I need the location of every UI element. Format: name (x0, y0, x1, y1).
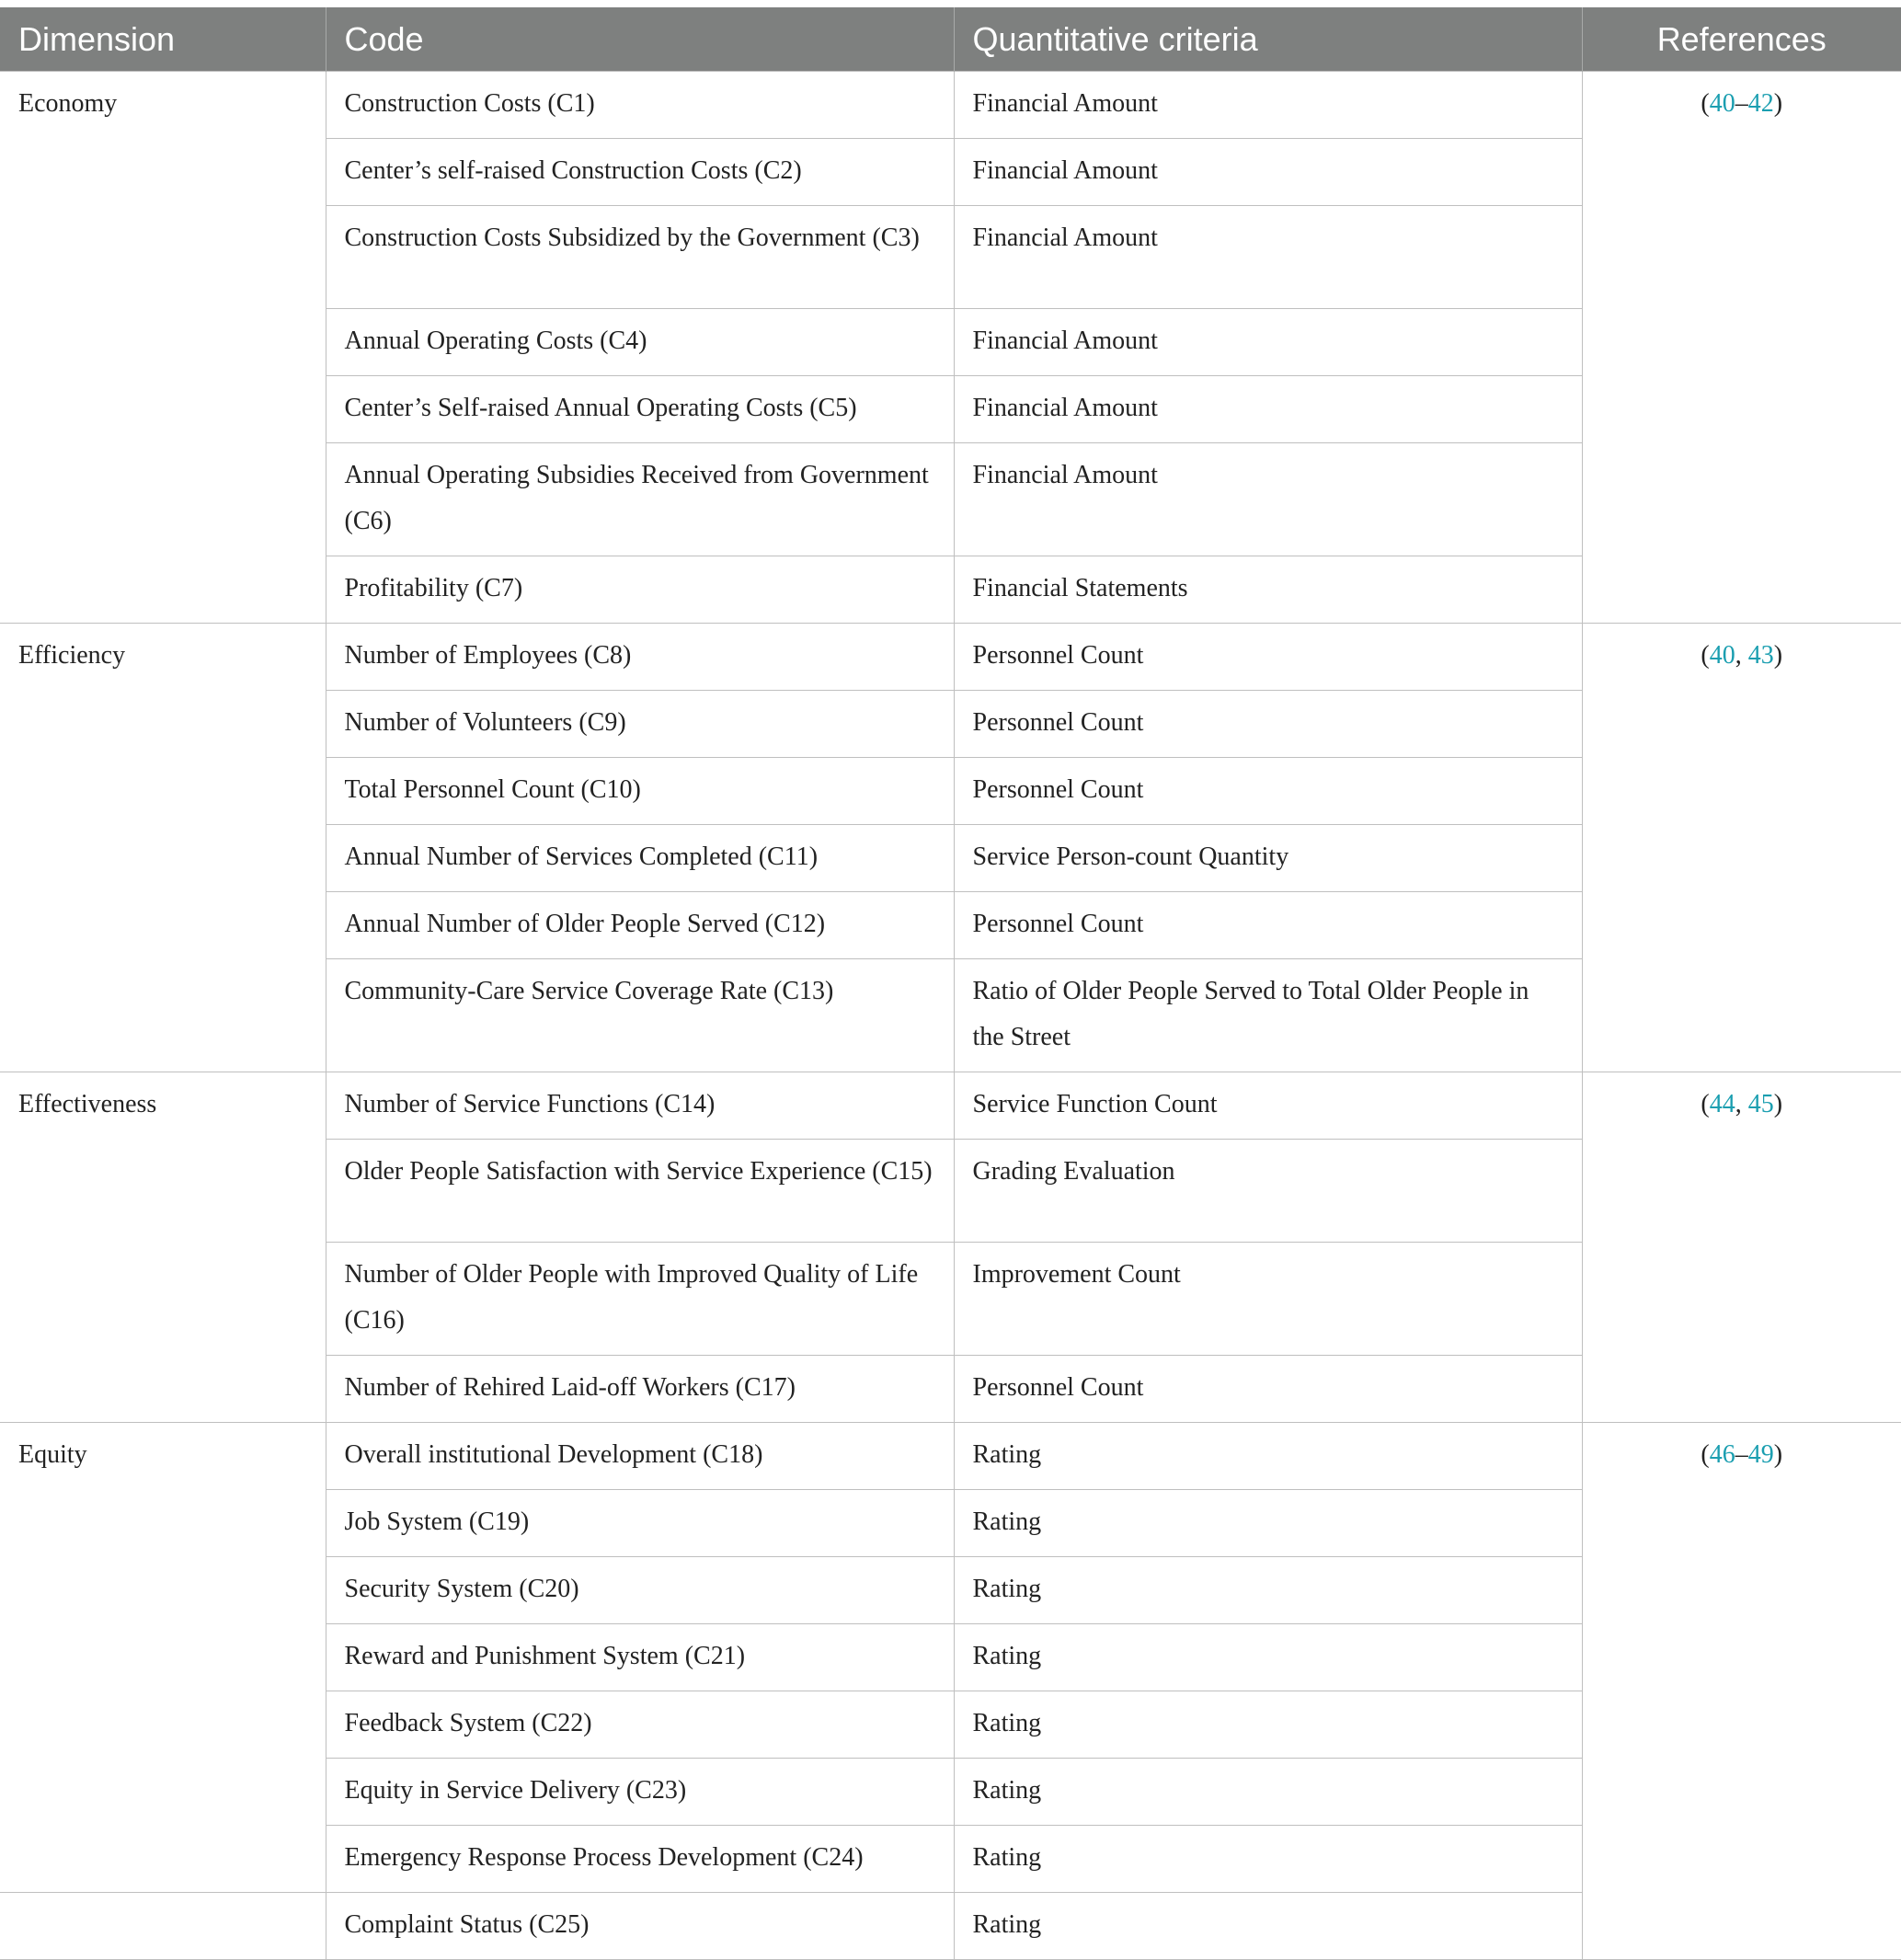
code-cell: Number of Employees (C8) (326, 624, 954, 691)
criteria-cell: Rating (954, 1624, 1582, 1691)
citation-link[interactable]: 40 (1709, 641, 1735, 670)
criteria-cell: Rating (954, 1423, 1582, 1490)
table-header (0, 7, 1901, 72)
header-dimension: Dimension (0, 7, 326, 72)
criteria-cell: Personnel Count (954, 624, 1582, 691)
code-cell: Older People Satisfaction with Service Experience (C15) (326, 1140, 954, 1243)
criteria-cell: Ratio of Older People Served to Total Older People in the Street (954, 959, 1582, 1072)
criteria-cell: Improvement Count (954, 1243, 1582, 1356)
code-cell: Number of Older People with Improved Quality of Life (C16) (326, 1243, 954, 1356)
table-row (0, 1423, 1901, 1490)
code-cell: Equity in Service Delivery (C23) (326, 1759, 954, 1826)
table-row (0, 72, 1901, 139)
references-equity: (46–49) (1582, 1423, 1901, 1960)
code-cell: Feedback System (C22) (326, 1691, 954, 1759)
code-cell: Annual Operating Subsidies Received from Government (C6) (326, 443, 954, 556)
code-cell: Overall institutional Development (C18) (326, 1423, 954, 1490)
table-container (0, 7, 1901, 1960)
criteria-cell: Personnel Count (954, 892, 1582, 959)
code-cell: Profitability (C7) (326, 556, 954, 624)
citation-link[interactable]: 40 (1709, 89, 1735, 118)
evaluation-criteria-table (0, 7, 1901, 1960)
criteria-cell: Financial Amount (954, 72, 1582, 139)
code-cell: Emergency Response Process Development (C24) (326, 1826, 954, 1893)
code-cell: Reward and Punishment System (C21) (326, 1624, 954, 1691)
code-cell: Center’s Self-raised Annual Operating Costs (C5) (326, 376, 954, 443)
code-cell: Annual Operating Costs (C4) (326, 309, 954, 376)
code-cell: Annual Number of Services Completed (C11) (326, 825, 954, 892)
references-effectiveness: (44, 45) (1582, 1072, 1901, 1423)
table-row (0, 1072, 1901, 1140)
criteria-cell: Rating (954, 1826, 1582, 1893)
citation-link[interactable]: 44 (1709, 1090, 1735, 1118)
header-references: References (1582, 7, 1901, 72)
dimension-effectiveness: Effectiveness (0, 1072, 326, 1423)
header-row (0, 7, 1901, 72)
code-cell: Job System (C19) (326, 1490, 954, 1557)
criteria-cell: Financial Statements (954, 556, 1582, 624)
criteria-cell: Personnel Count (954, 1356, 1582, 1423)
criteria-cell: Service Function Count (954, 1072, 1582, 1140)
code-cell: Number of Service Functions (C14) (326, 1072, 954, 1140)
citation-link[interactable]: 42 (1747, 89, 1774, 118)
criteria-cell: Financial Amount (954, 443, 1582, 556)
dimension-equity: Equity (0, 1423, 326, 1893)
code-cell: Construction Costs (C1) (326, 72, 954, 139)
criteria-cell: Financial Amount (954, 376, 1582, 443)
code-cell: Complaint Status (C25) (326, 1893, 954, 1960)
criteria-cell: Rating (954, 1557, 1582, 1624)
criteria-cell: Financial Amount (954, 139, 1582, 206)
dimension-empty (0, 1893, 326, 1960)
dimension-economy: Economy (0, 72, 326, 624)
references-efficiency: (40, 43) (1582, 624, 1901, 1072)
criteria-cell: Financial Amount (954, 206, 1582, 309)
code-cell: Number of Rehired Laid-off Workers (C17) (326, 1356, 954, 1423)
citation-link[interactable]: 43 (1747, 641, 1774, 670)
criteria-cell: Rating (954, 1691, 1582, 1759)
code-cell: Number of Volunteers (C9) (326, 691, 954, 758)
criteria-cell: Service Person-count Quantity (954, 825, 1582, 892)
code-cell: Construction Costs Subsidized by the Government (C3) (326, 206, 954, 309)
code-cell: Security System (C20) (326, 1557, 954, 1624)
criteria-cell: Financial Amount (954, 309, 1582, 376)
header-quantitative-criteria: Quantitative criteria (954, 7, 1582, 72)
code-cell: Total Personnel Count (C10) (326, 758, 954, 825)
criteria-cell: Grading Evaluation (954, 1140, 1582, 1243)
criteria-cell: Rating (954, 1759, 1582, 1826)
criteria-cell: Personnel Count (954, 758, 1582, 825)
dimension-efficiency: Efficiency (0, 624, 326, 1072)
criteria-cell: Rating (954, 1893, 1582, 1960)
citation-link[interactable]: 46 (1709, 1440, 1735, 1469)
criteria-cell: Personnel Count (954, 691, 1582, 758)
citation-link[interactable]: 45 (1747, 1090, 1774, 1118)
table-row (0, 624, 1901, 691)
header-code: Code (326, 7, 954, 72)
citation-link[interactable]: 49 (1747, 1440, 1774, 1469)
table-body (0, 72, 1901, 1960)
criteria-cell: Rating (954, 1490, 1582, 1557)
code-cell: Center’s self-raised Construction Costs (C2) (326, 139, 954, 206)
code-cell: Community-Care Service Coverage Rate (C13) (326, 959, 954, 1072)
references-economy: (40–42) (1582, 72, 1901, 624)
code-cell: Annual Number of Older People Served (C12) (326, 892, 954, 959)
